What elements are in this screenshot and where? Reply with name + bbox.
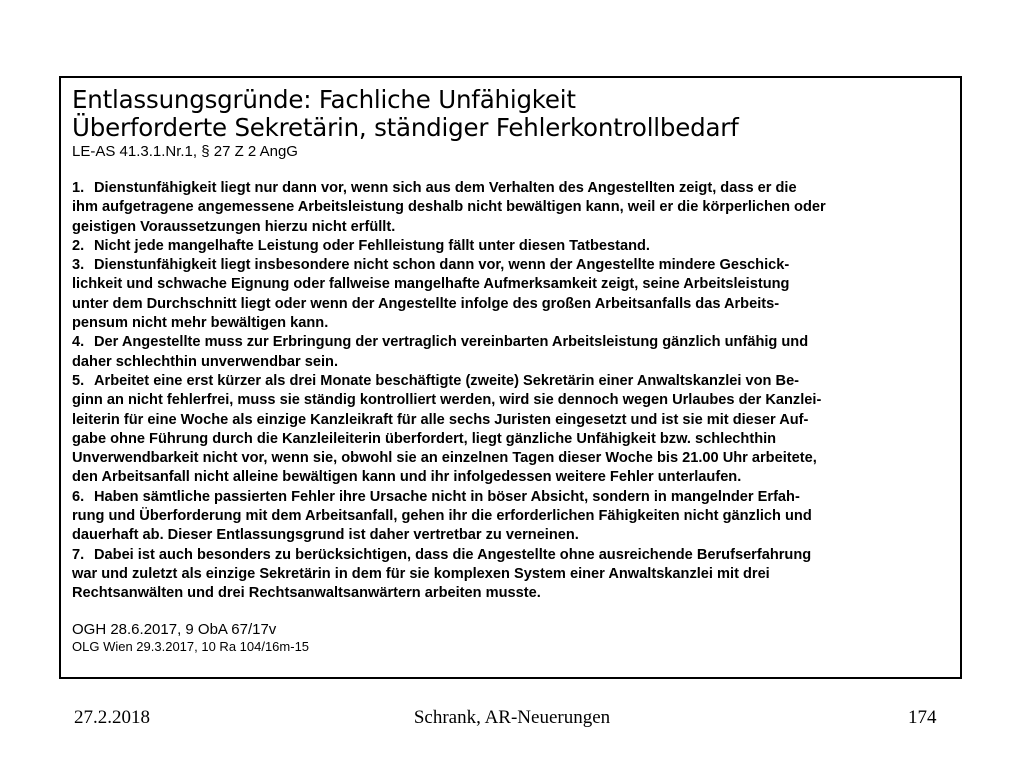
list-item bbox=[72, 333, 952, 372]
list-item-text: Der Angestellte muss zur Erbringung der vertraglich vereinbarten Arbeitsleistung gänzlich unfähig und bbox=[94, 334, 809, 351]
footer-page-number: 174 bbox=[908, 707, 937, 728]
list-item bbox=[72, 488, 952, 546]
list-item-text: rung und Überforderung mit dem Arbeitsanfall, gehen ihr die erforderlichen Fähigkeiten nicht gänzlich und bbox=[72, 508, 812, 525]
list-item-text: leiterin für eine Woche als einzige Kanzleikraft für alle sechs Juristen eingesetzt und ist sie mit dieser Auf- bbox=[72, 411, 809, 428]
list-item-text: Arbeitet eine erst kürzer als drei Monate beschäftigte (zweite) Sekretärin einer Anwaltskanzlei von Be- bbox=[94, 372, 800, 389]
list-item-line bbox=[72, 295, 952, 314]
list-item bbox=[72, 179, 952, 237]
ruling-items-list bbox=[72, 179, 952, 604]
list-item-text: war und zuletzt als einzige Sekretärin in dem für sie komplexen System einer Anwaltskanzlei mit drei bbox=[72, 565, 770, 582]
list-item-text: gabe ohne Führung durch die Kanzleileiterin überfordert, liegt gänzliche Unfähigkeit bzw. schlechthin bbox=[72, 430, 777, 447]
list-item-number: 5. bbox=[72, 372, 85, 389]
list-item-text: Dienstunfähigkeit liegt insbesondere nicht schon dann vor, wenn der Angestellte mindere Geschick- bbox=[94, 257, 790, 274]
list-item-line bbox=[72, 218, 952, 237]
legal-reference: LE-AS 41.3.1.Nr.1, § 27 Z 2 AngG bbox=[72, 143, 298, 160]
list-item-text: Dabei ist auch besonders zu berücksichtigen, dass die Angestellte ohne ausreichende Berufserfahrung bbox=[94, 546, 812, 563]
citation-ogh: OGH 28.6.2017, 9 ObA 67/17v bbox=[72, 620, 277, 638]
list-item-text: unter dem Durchschnitt liegt oder wenn der Angestellte infolge des großen Arbeitsanfalls das Arbeits- bbox=[72, 295, 780, 312]
footer-date: 27.2.2018 bbox=[74, 707, 150, 728]
list-item-line bbox=[72, 314, 952, 333]
list-item-line bbox=[72, 275, 952, 294]
list-item-text: Haben sämtliche passierten Fehler ihre Ursache nicht in böser Absicht, sondern in mangelnder Erfah- bbox=[94, 488, 800, 505]
footer-author-wrap bbox=[0, 707, 1024, 729]
list-item-line bbox=[72, 179, 952, 198]
footer-author: Schrank, AR-Neuerungen bbox=[413, 707, 611, 728]
list-item-number: 1. bbox=[72, 180, 85, 196]
list-item bbox=[72, 256, 952, 333]
slide-title-line-2: Überforderte Sekretärin, ständiger Fehlerkontrollbedarf bbox=[72, 113, 739, 142]
list-item-text: geistigen Voraussetzungen hierzu nicht erfüllt. bbox=[72, 218, 396, 235]
list-item-line bbox=[72, 430, 952, 449]
list-item-line bbox=[72, 198, 952, 217]
list-item-line bbox=[72, 584, 952, 603]
list-item-line bbox=[72, 237, 952, 256]
list-item-text: dauerhaft ab. Dieser Entlassungsgrund ist daher vertretbar zu verneinen. bbox=[72, 527, 579, 544]
list-item bbox=[72, 372, 952, 488]
list-item-text: Rechtsanwälten und drei Rechtsanwaltsanwärtern arbeiten musste. bbox=[72, 585, 541, 602]
list-item-text: daher schlechthin unverwendbar sein. bbox=[72, 353, 339, 370]
list-item-line bbox=[72, 391, 952, 410]
list-item-number: 3. bbox=[72, 257, 85, 274]
content-frame bbox=[59, 76, 962, 679]
list-item-number: 7. bbox=[72, 546, 85, 563]
list-item bbox=[72, 546, 952, 604]
citation-olg: OLG Wien 29.3.2017, 10 Ra 104/16m-15 bbox=[72, 638, 310, 654]
list-item-text: pensum nicht mehr bewältigen kann. bbox=[72, 315, 329, 332]
list-item-number: 6. bbox=[72, 488, 85, 505]
list-item-text: Dienstunfähigkeit liegt nur dann vor, wenn sich aus dem Verhalten des Angestellten zeigt, dass er die bbox=[94, 180, 797, 196]
slide-content bbox=[72, 86, 952, 655]
list-item-text: ginn an nicht fehlerfrei, muss sie ständig kontrolliert werden, wird sie dennoch wegen Urlaubes der Kanzlei- bbox=[72, 392, 822, 409]
list-item-text: Unverwendbarkeit nicht vor, wenn sie, obwohl sie an einzelnen Tagen dieser Woche bis 21.00 Uhr arbeitete, bbox=[72, 450, 817, 467]
list-item-line bbox=[72, 546, 952, 565]
list-item-text: ihm aufgetragene angemessene Arbeitsleistung deshalb nicht bewältigen kann, weil er die körperlichen oder bbox=[72, 199, 826, 216]
list-item-line bbox=[72, 256, 952, 275]
list-item-line bbox=[72, 468, 952, 487]
list-item-line bbox=[72, 488, 952, 507]
list-item-line bbox=[72, 507, 952, 526]
list-item-text: den Arbeitsanfall nicht alleine bewältigen kann und ihr infolgedessen weitere Fehler unterlaufen. bbox=[72, 469, 742, 486]
list-item-line bbox=[72, 353, 952, 372]
list-item-number: 2. bbox=[72, 237, 85, 254]
spacer bbox=[72, 161, 952, 179]
list-item-number: 4. bbox=[72, 334, 85, 351]
list-item-text: lichkeit und schwache Eignung oder fallweise mangelhafte Aufmerksamkeit zeigt, seine Arbeitsleistung bbox=[72, 276, 790, 293]
list-item-text: Nicht jede mangelhafte Leistung oder Fehlleistung fällt unter diesen Tatbestand. bbox=[94, 237, 650, 254]
list-item-line bbox=[72, 449, 952, 468]
list-item-line bbox=[72, 372, 952, 391]
list-item-line bbox=[72, 333, 952, 352]
slide-title-line-1: Entlassungsgründe: Fachliche Unfähigkeit bbox=[72, 85, 576, 114]
list-item-line bbox=[72, 411, 952, 430]
list-item bbox=[72, 237, 952, 256]
list-item-line bbox=[72, 526, 952, 545]
list-item-line bbox=[72, 565, 952, 584]
